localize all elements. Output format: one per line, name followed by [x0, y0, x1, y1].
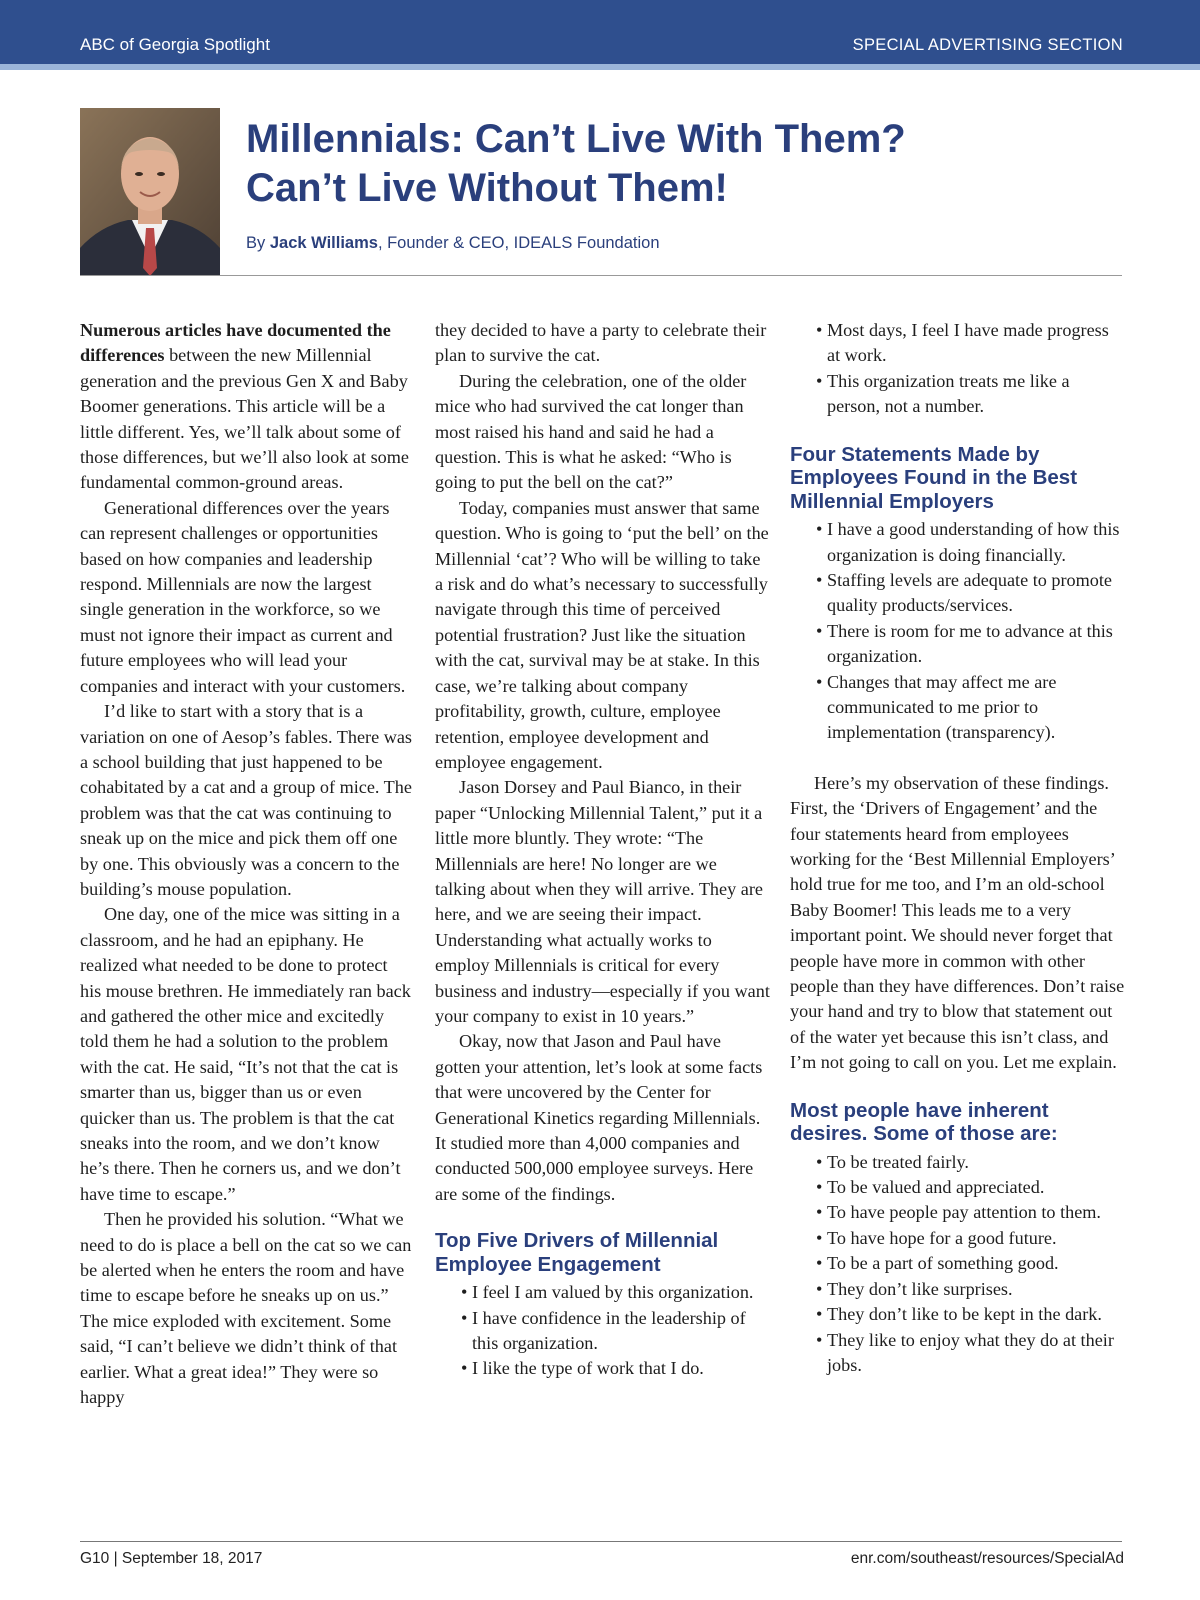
paragraph: Okay, now that Jason and Paul have gotten your attention, let’s look at some facts that were uncovered by the Center for Generational Kinetics regarding Millennials. It studied more than 4,000 companies and conducted 500,000 employee surveys. Here are some of the findings.	[435, 1031, 763, 1204]
drivers-list-continued	[790, 318, 1125, 420]
section-heading-desires: Most people have inherent desires. Some of those are:	[790, 1098, 1058, 1146]
list-item: • Staffing levels are adequate to promote quality products/services.	[790, 568, 1125, 619]
paragraph: During the celebration, one of the older mice who had survived the cat longer than most raised his hand and said he had a question. This is what he asked: “Who is going to put the bell on the cat?”	[435, 370, 747, 493]
author-name: Jack Williams	[269, 234, 378, 252]
list-item: • They like to enjoy what they do at their jobs.	[790, 1328, 1125, 1379]
list-item: • They don’t like surprises.	[790, 1277, 1125, 1302]
list-item: • I have a good understanding of how this organization is doing financially.	[790, 517, 1125, 568]
article-title	[246, 115, 906, 213]
paragraph	[80, 318, 412, 496]
footer-divider	[80, 1541, 1122, 1542]
list-item: • They don’t like to be kept in the dark.	[790, 1302, 1125, 1327]
drivers-list	[435, 1280, 770, 1382]
byline-prefix: By	[246, 234, 270, 252]
list-item: • There is room for me to advance at this organization.	[790, 619, 1125, 670]
paragraph: Here’s my observation of these findings. First, the ‘Drivers of Engagement’ and the four statements heard from employees working for the ‘Best Millennial Employers’ hold true for me too, and I’m an old-school Baby Boomer! This leads me to a very important point. We should never forget that people have more in common with other people than they have differences. Don’t raise your hand and try to blow that statement out of the water yet because this isn’t class, and I’m not going to call on you. Let me explain.	[790, 772, 1125, 1073]
list-item: • I like the type of work that I do.	[435, 1356, 770, 1381]
title-line-1: Millennials: Can’t Live With Them?	[246, 117, 906, 161]
list-item: • To have hope for a good future.	[790, 1226, 1125, 1251]
list-item: • To be a part of something good.	[790, 1251, 1125, 1276]
column-1	[80, 318, 412, 1410]
column-3	[790, 318, 1125, 1378]
advertising-label: SPECIAL ADVERTISING SECTION	[852, 36, 1123, 54]
paragraph: Today, companies must answer that same question. Who is going to ‘put the bell’ on the Millennial ‘cat’? Who will be willing to take a risk and do what’s necessary to successfully navigate through this time of perceived potential frustration? Just like the situation with the cat, survival may be at stake. In this case, we’re talking about company profitability, growth, culture, employee retention, employee development and employee engagement.	[435, 497, 769, 772]
list-item: • To have people pay attention to them.	[790, 1200, 1125, 1225]
list-item: • Changes that may affect me are communicated to me prior to implementation (transparency).	[790, 670, 1125, 746]
header-bar	[0, 0, 1200, 64]
author-role: , Founder & CEO, IDEALS Foundation	[377, 234, 660, 252]
paragraph-text: between the new Millennial generation and the previous Gen X and Baby Boomer generations. This article will be a little different. Yes, we’ll talk about some of those differences, but we’ll also look at some fundamental common-ground areas.	[80, 345, 409, 493]
paragraph: they decided to have a party to celebrate their plan to survive the cat.	[435, 320, 767, 366]
section-heading-statements: Four Statements Made by Employees Found in the Best Millennial Employers	[790, 442, 1078, 513]
section-heading-drivers: Top Five Drivers of Millennial Employee Engagement	[435, 1229, 719, 1276]
page-info: G10 | September 18, 2017	[80, 1550, 263, 1567]
list-item: • To be treated fairly.	[790, 1150, 1125, 1175]
author-photo	[80, 108, 220, 276]
list-item: • I feel I am valued by this organization.	[435, 1280, 770, 1305]
title-line-2: Can’t Live Without Them!	[246, 166, 728, 210]
title-divider	[80, 275, 1122, 276]
statements-list	[790, 517, 1125, 746]
paragraph: Then he provided his solution. “What we need to do is place a bell on the cat so we can be alerted when he enters the room and have time to escape before he sneaks up on us.” The mice exploded with excitement. Some said, “I can’t believe we didn’t think of that earlier. What a great idea!” They were so happy	[80, 1209, 412, 1408]
list-item: • I have confidence in the leadership of this organization.	[435, 1306, 770, 1357]
list-item: • To be valued and appreciated.	[790, 1175, 1125, 1200]
paragraph: One day, one of the mice was sitting in a classroom, and he had an epiphany. He realized what needed to be done to protect his mouse brethren. He immediately ran back and gathered the other mice and excitedly told them he had a solution to the problem with the cat. He said, “It’s not that the cat is smarter than us, bigger than us or even quicker than us. The problem is that the cat sneaks into the room, and we don’t know he’s there. Then he corners us, and we don’t have time to escape.”	[80, 904, 411, 1204]
byline	[246, 234, 660, 253]
author-portrait-image	[80, 108, 220, 276]
desires-list	[790, 1150, 1125, 1379]
column-2	[435, 318, 770, 1382]
paragraph: Generational differences over the years can represent challenges or opportunities based on how companies and leadership respond. Millennials are now the largest single generation in the workforce, so we must not ignore their impact as current and future employees who will lead your companies and interact with your customers.	[80, 497, 406, 696]
list-item: • This organization treats me like a person, not a number.	[790, 369, 1125, 420]
header-stripe	[0, 64, 1200, 70]
section-name: ABC of Georgia Spotlight	[80, 35, 270, 54]
footer-url[interactable]: enr.com/southeast/resources/SpecialAd	[850, 1550, 1124, 1567]
paragraph: Jason Dorsey and Paul Bianco, in their paper “Unlocking Millennial Talent,” put it a little more bluntly. They wrote: “The Millennials are here! No longer are we talking about when they will arrive. They are here, and we are seeing their impact. Understanding what actually works to employ Millennials is critical for every business and industry—especially if you want your company to exist in 10 years.”	[435, 777, 770, 1026]
paragraph: I’d like to start with a story that is a variation on one of Aesop’s fables. There was a school building that just happened to be cohabitated by a cat and a group of mice. The problem was that the cat was continuing to sneak up on the mice and pick them off one by one. This obviously was a concern to the building’s mouse population.	[80, 701, 413, 899]
lead-in: Numerous articles have documented the differences	[80, 320, 391, 366]
list-item: • Most days, I feel I have made progress at work.	[790, 318, 1125, 369]
